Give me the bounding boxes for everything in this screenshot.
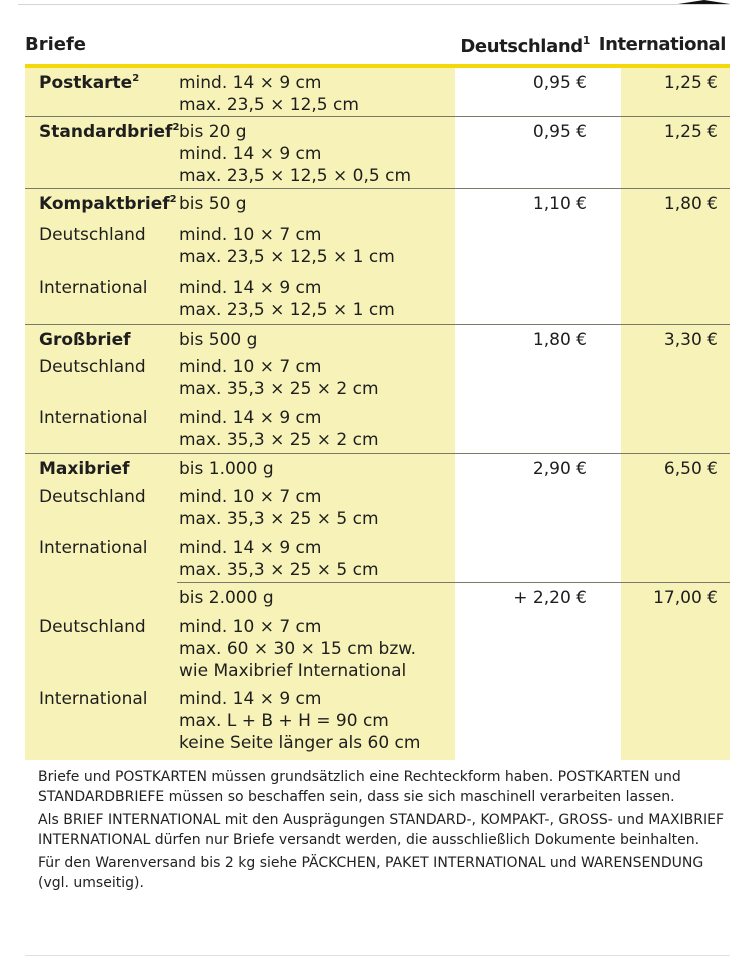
row-grossbrief-de-spec-min: mind. 10 × 7 cm	[179, 357, 322, 377]
row-grossbrief-int-spec-max: max. 35,3 × 25 × 2 cm	[179, 430, 379, 450]
row-maxibrief-int-label: International	[39, 538, 148, 558]
row-grossbrief-name: Großbrief	[39, 330, 131, 350]
row-maxi2000-de-spec-min: mind. 10 × 7 cm	[179, 617, 322, 637]
row-maxi2000-int-spec-side: keine Seite länger als 60 cm	[179, 733, 421, 753]
row-postkarte-spec-max: max. 23,5 × 12,5 cm	[179, 95, 359, 115]
table-header	[0, 34, 750, 62]
row-standardbrief-weight: bis 20 g	[179, 122, 247, 142]
row-kompaktbrief-weight: bis 50 g	[179, 194, 247, 214]
row-maxibrief-price-int: 6,50 €	[663, 459, 718, 479]
row-divider	[25, 116, 730, 117]
row-maxibrief-de-spec-min: mind. 10 × 7 cm	[179, 487, 322, 507]
row-divider	[25, 324, 730, 325]
row-divider	[25, 453, 730, 454]
column-header-international: International	[598, 34, 726, 55]
row-standardbrief-price-int: 1,25 €	[663, 122, 718, 142]
column-header-deutschland	[460, 34, 590, 57]
row-grossbrief-de-spec-max: max. 35,3 × 25 × 2 cm	[179, 379, 379, 399]
top-rule	[18, 4, 730, 5]
row-divider	[177, 582, 730, 583]
row-maxibrief-name: Maxibrief	[39, 459, 130, 479]
footnote-marker: 1	[582, 34, 590, 47]
row-maxibrief-de-spec-max: max. 35,3 × 25 × 5 cm	[179, 509, 379, 529]
row-maxi2000-de-label: Deutschland	[39, 617, 146, 637]
row-postkarte-name: Postkarte$^2$	[39, 73, 140, 93]
row-kompaktbrief-de-spec-max: max. 23,5 × 12,5 × 1 cm	[179, 247, 395, 267]
row-maxibrief-de-label: Deutschland	[39, 487, 146, 507]
row-maxi2000-de-spec-max: max. 60 × 30 × 15 cm bzw.	[179, 639, 417, 659]
row-standardbrief-spec-max: max. 23,5 × 12,5 × 0,5 cm	[179, 166, 411, 186]
deutschland-column-background	[455, 68, 621, 760]
footnotes	[38, 768, 738, 897]
row-postkarte-price-int: 1,25 €	[663, 73, 718, 93]
row-kompaktbrief-int-spec-min: mind. 14 × 9 cm	[179, 278, 322, 298]
row-kompaktbrief-int-label: International	[39, 278, 148, 298]
row-maxibrief-int-spec-min: mind. 14 × 9 cm	[179, 538, 322, 558]
row-grossbrief-int-label: International	[39, 408, 148, 428]
row-maxi2000-int-spec-min: mind. 14 × 9 cm	[179, 689, 322, 709]
row-maxi2000-weight: bis 2.000 g	[179, 588, 274, 608]
row-kompaktbrief-price-de: 1,10 €	[532, 194, 587, 214]
table-title: Briefe	[25, 34, 87, 55]
note-brief-international: Als BRIEF INTERNATIONAL mit den Ausprägungen STANDARD-, KOMPAKT-, GROSS- und MAXIBRIEF INTERNATIONAL dürfen nur Briefe versandt werden, die ausschließlich Dokumente beinhalten.	[38, 812, 725, 848]
row-postkarte-price-de: 0,95 €	[532, 73, 587, 93]
row-kompaktbrief-name: Kompaktbrief$^2$	[39, 194, 177, 214]
row-grossbrief-de-label: Deutschland	[39, 357, 146, 377]
row-kompaktbrief-int-spec-max: max. 23,5 × 12,5 × 1 cm	[179, 300, 395, 320]
note-rectangular-shape: Briefe und POSTKARTEN müssen grundsätzlich eine Rechteckform haben. POSTKARTEN und STANDARDBRIEFE müssen so beschaffen sein, dass sie sich maschinell verarbeiten lassen.	[38, 769, 681, 805]
row-divider	[25, 188, 730, 189]
row-maxi2000-price-de: + 2,20 €	[513, 588, 587, 608]
row-kompaktbrief-de-spec-min: mind. 10 × 7 cm	[179, 225, 322, 245]
row-grossbrief-weight: bis 500 g	[179, 330, 258, 350]
row-grossbrief-price-de: 1,80 €	[532, 330, 587, 350]
row-maxi2000-int-label: International	[39, 689, 148, 709]
row-maxibrief-int-spec-max: max. 35,3 × 25 × 5 cm	[179, 560, 379, 580]
row-postkarte-spec-min: mind. 14 × 9 cm	[179, 73, 322, 93]
row-standardbrief-spec-min: mind. 14 × 9 cm	[179, 144, 322, 164]
row-maxi2000-int-spec-max: max. L + B + H = 90 cm	[179, 711, 389, 731]
row-maxibrief-price-de: 2,90 €	[532, 459, 587, 479]
row-grossbrief-int-spec-min: mind. 14 × 9 cm	[179, 408, 322, 428]
row-maxibrief-weight: bis 1.000 g	[179, 459, 274, 479]
price-table	[25, 68, 730, 760]
row-maxi2000-price-int: 17,00 €	[653, 588, 718, 608]
row-standardbrief-price-de: 0,95 €	[532, 122, 587, 142]
row-grossbrief-price-int: 3,30 €	[663, 330, 718, 350]
row-kompaktbrief-price-int: 1,80 €	[663, 194, 718, 214]
row-kompaktbrief-de-label: Deutschland	[39, 225, 146, 245]
row-standardbrief-name: Standardbrief$^2$	[39, 122, 180, 142]
bottom-rule	[25, 955, 730, 956]
column-header-deutschland-label: Deutschland	[460, 36, 583, 57]
note-warenversand: Für den Warenversand bis 2 kg siehe PÄCKCHEN, PAKET INTERNATIONAL und WARENSENDUNG (vgl. umseitig).	[38, 855, 704, 891]
row-maxi2000-de-spec-alt: wie Maxibrief International	[179, 661, 407, 681]
